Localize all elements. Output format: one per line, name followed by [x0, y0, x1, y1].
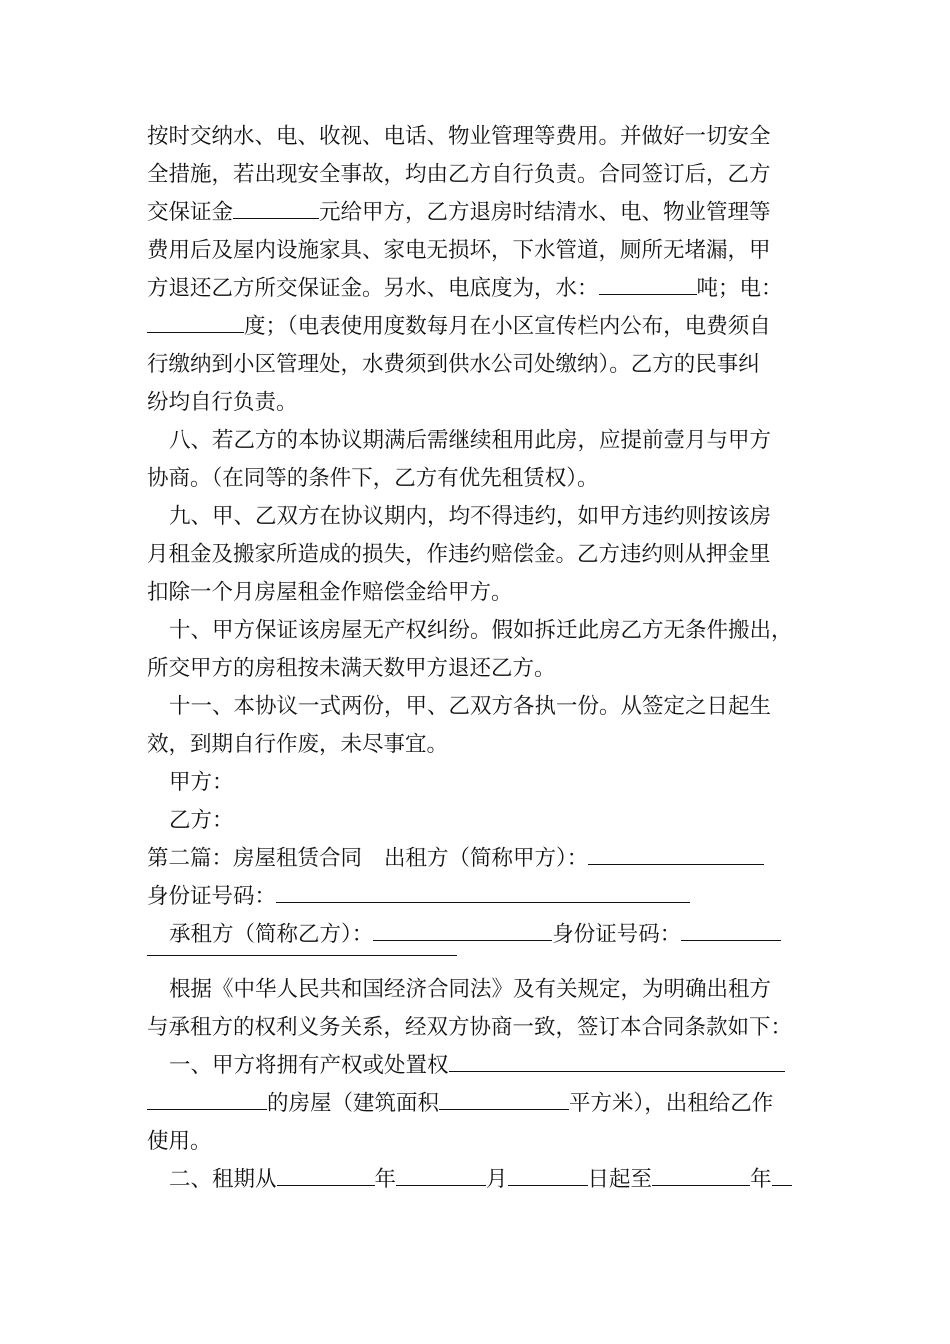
text-segment: 日起至: [587, 1167, 653, 1192]
blank-field-lessor: [588, 844, 764, 865]
section-heading: [147, 844, 827, 874]
text-segment: 二、租期从: [169, 1167, 277, 1192]
text-segment: 月: [486, 1167, 508, 1192]
blank-field-electric-reading: [147, 312, 244, 333]
paragraph-line: 按时交纳水、电、收视、电话、物业管理等费用。并做好一切安全: [147, 124, 771, 149]
blank-field-property-location: [147, 1089, 267, 1110]
party-a-signature-label: 甲方：: [169, 770, 234, 795]
blank-field-property: [449, 1051, 785, 1072]
paragraph-line: [169, 920, 849, 950]
paragraph-line: 纷均自行负责。: [147, 390, 298, 415]
blank-field-end-year: [652, 1165, 750, 1186]
blank-field-lessee: [373, 920, 552, 941]
paragraph-line: 全措施，若出现安全事故，均由乙方自行负责。合同签订后，乙方: [147, 162, 771, 187]
paragraph-line: 与承租方的权利义务关系，经双方协商一致，签订本合同条款如下：: [147, 1015, 793, 1040]
paragraph-line: [147, 882, 827, 912]
blank-field-start-year: [277, 1165, 375, 1186]
text-segment: 年: [374, 1167, 397, 1192]
paragraph-line: [147, 274, 827, 304]
paragraph-line: [147, 1089, 827, 1119]
clause-9: 九、甲、乙双方在协议期内，均不得违约，如甲方违约则按该房: [169, 504, 772, 529]
blank-field-deposit: [233, 198, 319, 219]
text-segment: 平方米），出租给乙作: [569, 1091, 774, 1116]
lessee-label: 承租方（简称乙方）：: [169, 922, 374, 947]
blank-field-lessor-id: [276, 882, 690, 903]
blank-field-lessee-id-continued: [147, 955, 457, 956]
paragraph-line: 费用后及屋内设施家具、家电无损坏，下水管道，厕所无堵漏，甲: [147, 238, 771, 263]
blank-field-end-month: [772, 1165, 792, 1186]
text-segment: 的房屋（建筑面积: [267, 1091, 440, 1116]
paragraph-line: 扣除一个月房屋租金作赔偿金给甲方。: [147, 580, 513, 605]
text-segment: 吨；电：: [696, 276, 783, 301]
paragraph-line: [147, 312, 827, 342]
paragraph-line: [147, 198, 827, 228]
clause-11: 十一、本协议一式两份，甲、乙双方各执一份。从签定之日起生: [169, 694, 772, 719]
blank-field-lessee-id: [681, 920, 781, 941]
clause-8: 八、若乙方的本协议期满后需继续租用此房，应提前壹月与甲方: [169, 428, 772, 453]
lessor-label: 出租方（简称甲方）：: [384, 846, 589, 871]
clause-1: [169, 1051, 849, 1081]
preamble: 根据《中华人民共和国经济合同法》及有关规定，为明确出租方: [169, 977, 772, 1002]
clause-10: 十、甲方保证该房屋无产权纠纷。假如拆迁此房乙方无条件搬出，: [169, 618, 793, 643]
section-title: 第二篇：房屋租赁合同: [147, 846, 363, 871]
id-number-label: 身份证号码：: [552, 922, 682, 947]
blank-field-area: [439, 1089, 569, 1110]
clause-2: [169, 1165, 849, 1195]
party-b-signature-label: 乙方：: [169, 808, 234, 833]
blank-field-start-month: [396, 1165, 486, 1186]
text-segment: 年: [750, 1167, 772, 1192]
text-segment: 一、甲方将拥有产权或处置权: [169, 1053, 449, 1078]
paragraph-line: 行缴纳到小区管理处，水费须到供水公司处缴纳）。乙方的民事纠: [147, 352, 760, 377]
paragraph-line: 效，到期自行作废，未尽事宜。: [147, 732, 449, 757]
text-segment: 交保证金: [147, 200, 234, 225]
text-segment: 元给甲方，乙方退房时结清水、电、物业管理等: [319, 200, 771, 225]
paragraph-line: 协商。（在同等的条件下，乙方有优先租赁权）。: [147, 466, 599, 491]
text-segment: 方退还乙方所交保证金。另水、电底度为，水：: [147, 276, 599, 301]
paragraph-line: 所交甲方的房租按未满天数甲方退还乙方。: [147, 656, 556, 681]
text-segment: 度；（电表使用度数每月在小区宣传栏内公布，电费须自: [244, 314, 771, 339]
blank-field-water-reading: [599, 274, 697, 295]
paragraph-line: 使用。: [147, 1129, 212, 1154]
blank-field-start-day: [508, 1165, 588, 1186]
paragraph-line: 月租金及搬家所造成的损失，作违约赔偿金。乙方违约则从押金里: [147, 542, 771, 567]
id-number-label: 身份证号码：: [147, 884, 277, 909]
